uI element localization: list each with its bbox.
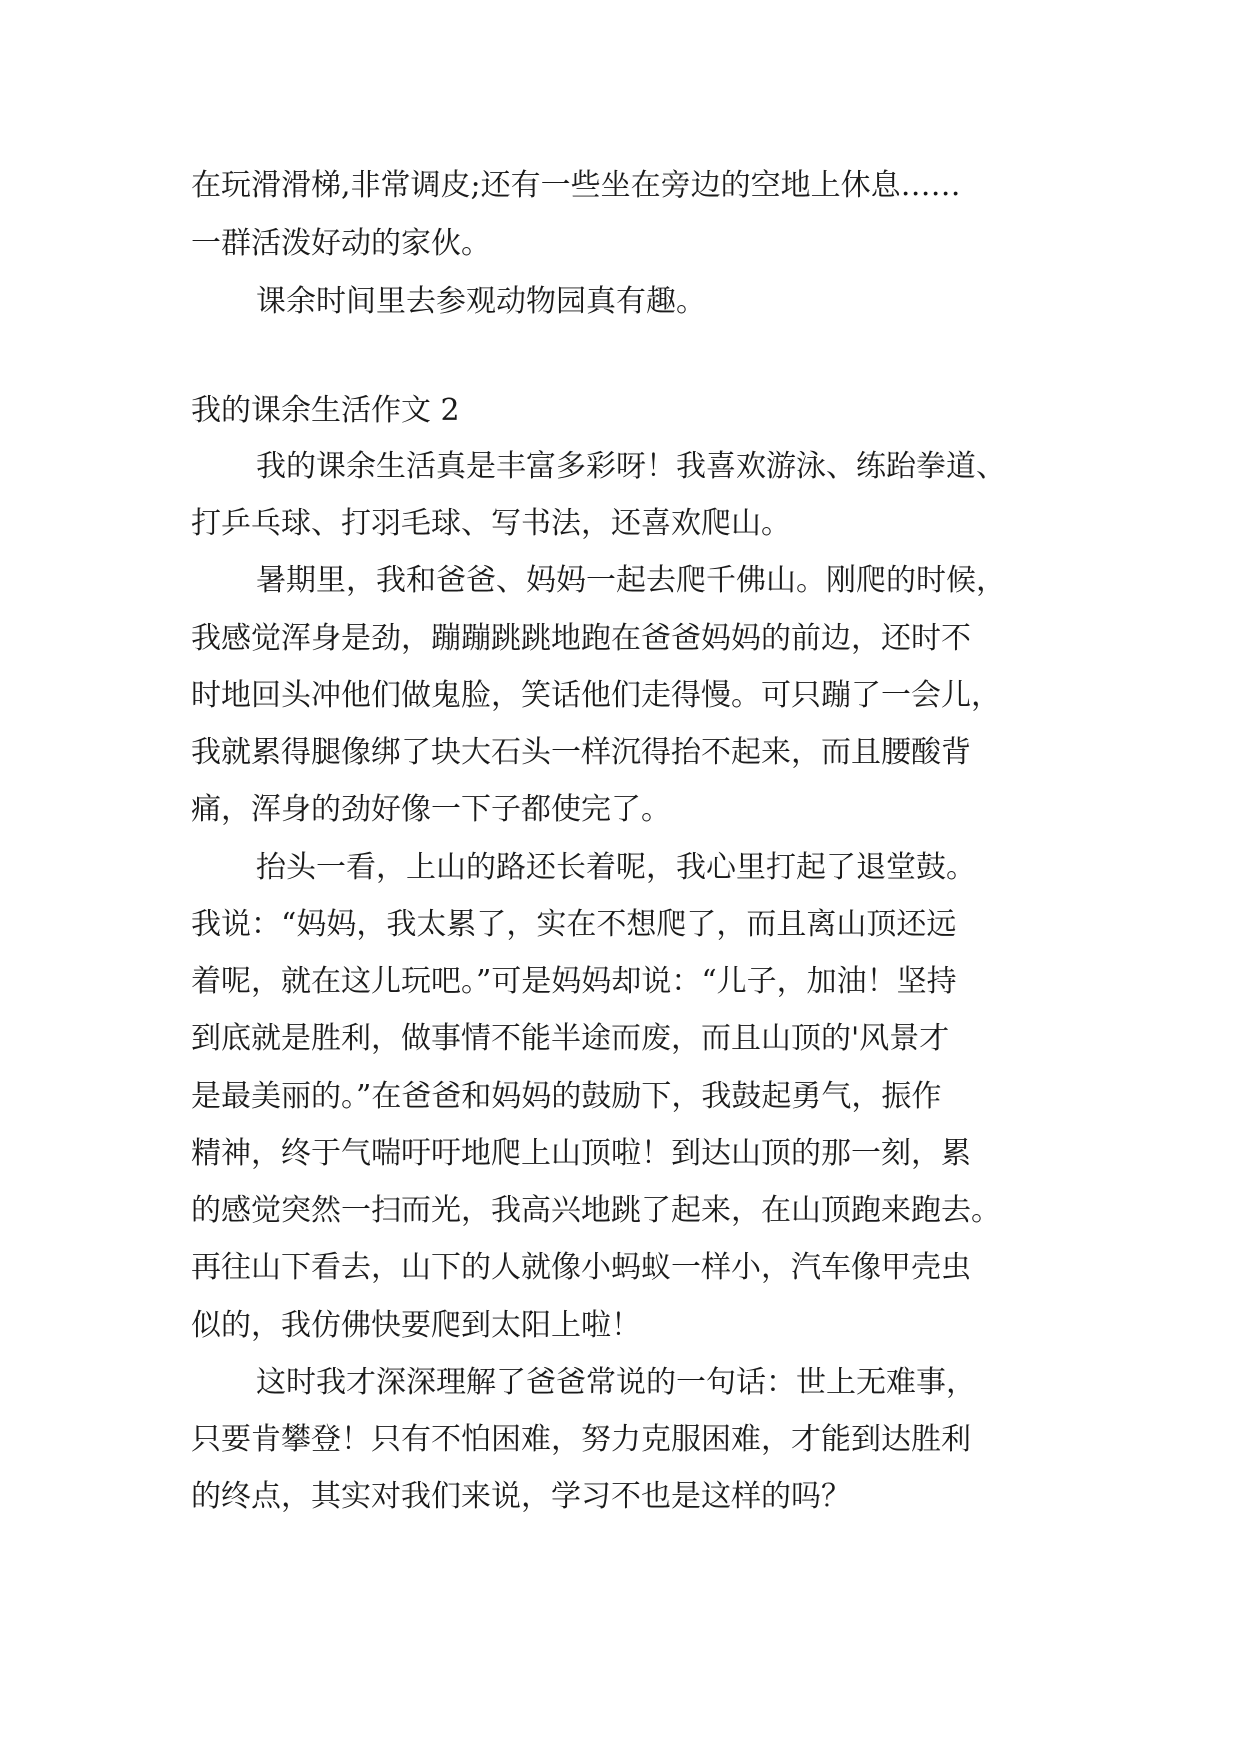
paragraph-line: 似的，我仿佛快要爬到太阳上啦！ <box>191 1308 641 1343</box>
paragraph-line: 我感觉浑身是劲，蹦蹦跳跳地跑在爸爸妈妈的前边，还时不 <box>191 621 971 656</box>
paragraph-line: 痛，浑身的劲好像一下子都使完了。 <box>191 792 671 827</box>
paragraph-line: 只要肯攀登！只有不怕困难，努力克服困难，才能到达胜利 <box>191 1422 971 1457</box>
text-line: 在玩滑滑梯,非常调皮;还有一些坐在旁边的空地上休息…… <box>191 168 961 203</box>
paragraph-line: 的感觉突然一扫而光，我高兴地跳了起来，在山顶跑来跑去。 <box>191 1193 1001 1228</box>
paragraph-line: 再往山下看去，山下的人就像小蚂蚁一样小，汽车像甲壳虫 <box>191 1250 971 1285</box>
paragraph-line: 到底就是胜利，做事情不能半途而废，而且山顶的'风景才 <box>191 1021 950 1056</box>
paragraph-line: 我的课余生活真是丰富多彩呀！我喜欢游泳、练跆拳道、 <box>256 449 1006 484</box>
text-line: 一群活泼好动的家伙。 <box>191 226 491 261</box>
paragraph-line: 着呢，就在这儿玩吧。”可是妈妈却说：“儿子，加油！坚持 <box>191 964 957 999</box>
closing-paragraph: 课余时间里去参观动物园真有趣。 <box>256 284 706 319</box>
paragraph-line: 是最美丽的。”在爸爸和妈妈的鼓励下，我鼓起勇气，振作 <box>191 1079 942 1114</box>
paragraph-line: 精神，终于气喘吁吁地爬上山顶啦！到达山顶的那一刻，累 <box>191 1136 971 1171</box>
paragraph-line: 这时我才深深理解了爸爸常说的一句话：世上无难事， <box>256 1365 976 1400</box>
paragraph-line: 的终点，其实对我们来说，学习不也是这样的吗？ <box>191 1479 851 1514</box>
paragraph-line: 暑期里，我和爸爸、妈妈一起去爬千佛山。刚爬的时候， <box>256 563 1006 598</box>
paragraph-line: 时地回头冲他们做鬼脸，笑话他们走得慢。可只蹦了一会儿， <box>191 678 1001 713</box>
essay-title: 我的课余生活作文 2 <box>191 393 460 428</box>
paragraph-line: 我说：“妈妈，我太累了，实在不想爬了，而且离山顶还远 <box>191 907 957 942</box>
paragraph-line: 我就累得腿像绑了块大石头一样沉得抬不起来，而且腰酸背 <box>191 735 971 770</box>
paragraph-line: 打乒乓球、打羽毛球、写书法，还喜欢爬山。 <box>191 506 791 541</box>
paragraph-line: 抬头一看，上山的路还长着呢，我心里打起了退堂鼓。 <box>256 850 976 885</box>
